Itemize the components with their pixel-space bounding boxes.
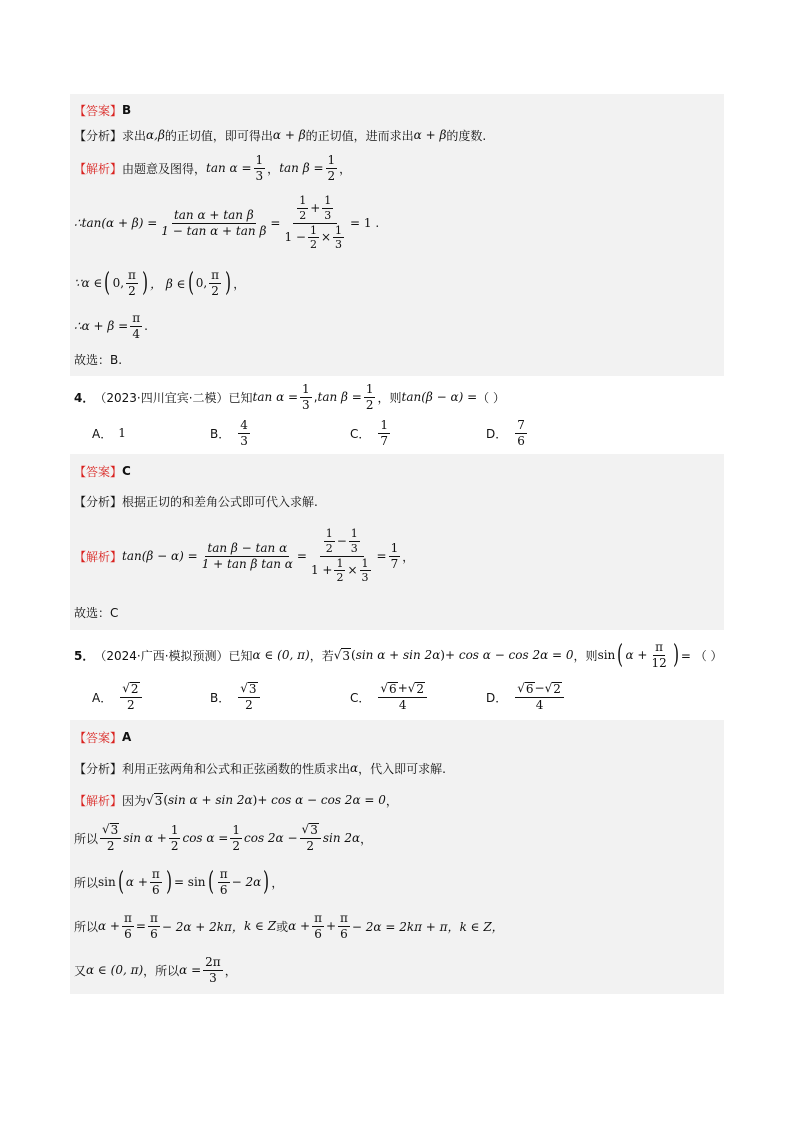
fraction: $\frac{\pi}{6}$ [219, 866, 228, 897]
math-expr: tan β = [317, 390, 362, 404]
punct: ， [224, 963, 237, 978]
math-expr: = [296, 549, 307, 563]
math-expr: sin α + [123, 831, 167, 845]
q4-question [70, 376, 724, 454]
punct: ， [233, 276, 246, 291]
q3-solution-row [70, 150, 724, 186]
analysis-text: 的正切值，即可得出 [164, 128, 273, 143]
math-expr: tan β = [279, 161, 324, 175]
math-expr: + cos α − cos 2α = 0 [257, 793, 386, 807]
analysis-label: 【分析】 [74, 494, 123, 509]
question-number: 5． [74, 648, 95, 663]
choose-text: 故选：C [74, 605, 119, 620]
math-expr: ∴tan(α + β) = [74, 216, 158, 230]
math-expr: k ∈ Z [243, 919, 277, 933]
math-expr: α ∈ (0, π) [252, 648, 310, 662]
fraction: $\frac{\pi}{2}$ [128, 267, 136, 298]
option-b[interactable]: B． $\frac{4}{3}$ [210, 417, 248, 448]
math-expr: = 1 . [350, 216, 380, 230]
math-expr: tan(β − α) = [122, 549, 198, 563]
q3-choose-row [70, 346, 724, 372]
analysis-text: 利用正弦两角和公式和正弦函数的性质求出 [122, 761, 351, 776]
q3-analysis-row [70, 120, 724, 150]
option-d[interactable]: D． √ 6 − √ 2 4 [486, 682, 566, 711]
math-expr: sin [98, 875, 116, 889]
analysis-label: 【分析】 [74, 128, 123, 143]
punct: ， [385, 793, 398, 808]
math-expr: ， β ∈ [150, 276, 186, 291]
solution-label: 【解析】 [74, 793, 123, 808]
math-expr: + cos α − cos 2α = 0 [444, 648, 574, 662]
math-expr: − 2α + 2kπ， [161, 919, 244, 934]
q3-solution-block [70, 94, 724, 376]
paren: ( [617, 640, 624, 670]
punct: ， [267, 161, 280, 176]
paren: ( [117, 867, 124, 897]
analysis-text: 根据正切的和差角公式即可代入求解. [122, 494, 318, 509]
math-expr: 0, [195, 276, 208, 290]
math-expr: sin α + sin 2α [168, 793, 253, 807]
sqrt: √ 3 [146, 792, 163, 808]
answer-label: 【答案】 [74, 464, 123, 479]
fraction: $\frac{1}{2}$ [232, 822, 240, 853]
q5-solution-row-3 [70, 860, 724, 904]
compound-fraction: $\frac{1}{2}$ + $\frac{1}{3}$ 1 − $\frac{1}{2}$ × $\frac{1}{3}$ [284, 194, 343, 252]
sqrt: √ 3 [333, 647, 350, 663]
math-expr: α + [98, 919, 120, 933]
q3-tan-sum-row [70, 186, 724, 260]
paren: ) [672, 640, 679, 670]
fraction: $\frac{\pi}{6}$ [149, 910, 158, 941]
math-expr: α + β [272, 128, 306, 142]
fraction: $\frac{1}{3}$ [255, 152, 264, 183]
q4-stem [70, 380, 724, 414]
paren: ( [104, 268, 111, 298]
question-source: （2024·广西·模拟预测） [94, 648, 229, 663]
analysis-text: 的度数. [446, 128, 487, 143]
q5-answer-row [70, 722, 724, 752]
math-expr: sin [597, 648, 616, 662]
document-page [70, 94, 724, 994]
punct: ， [402, 549, 415, 564]
question-text: 已知 [228, 390, 253, 405]
math-expr: ∵α ∈ [74, 276, 103, 290]
fraction: $\frac{2\pi}{3}$ [205, 954, 221, 985]
option-b[interactable]: B． √ 3 2 [210, 682, 350, 711]
math-expr: α,β [146, 128, 165, 142]
q4-analysis-row [70, 486, 724, 516]
math-expr: sin 2α [322, 831, 361, 845]
solution-text: 或 [276, 919, 289, 934]
question-text: ，则 [573, 648, 598, 663]
paren: ) [225, 268, 232, 298]
math-expr: cos 2α − [244, 831, 298, 845]
option-a[interactable]: A． 1 [92, 426, 126, 441]
fraction: $\frac{\text{tan α + tan β}}{\text{1 − tan α + tan β}}$ [161, 207, 267, 238]
fraction: $\frac{\pi}{4}$ [132, 310, 141, 341]
paren: ) [165, 867, 172, 897]
q4-solution-block [70, 454, 724, 630]
math-expr: ∴α + β = [74, 319, 129, 333]
q4-solution-row [70, 516, 724, 596]
math-expr: α + [125, 875, 148, 889]
fraction: $\frac{1}{7}$ [390, 540, 399, 571]
answer-value: B [122, 103, 132, 117]
q3-answer-row [70, 100, 724, 120]
solution-text: 所以 [74, 831, 99, 846]
fraction: $\frac{1}{2}$ [327, 152, 336, 183]
fraction: $\frac{1}{2}$ [170, 822, 179, 853]
fraction: $\frac{\pi}{6}$ [124, 910, 132, 941]
math-expr: k ∈ Z， [459, 919, 504, 934]
q5-solution-row-2 [70, 816, 724, 860]
option-d[interactable]: D． $\frac{7}{6}$ [486, 417, 525, 448]
answer-label: 【答案】 [74, 103, 123, 118]
paren: ( [207, 867, 214, 897]
solution-text: ，所以 [143, 963, 180, 978]
option-a[interactable]: A． √ 2 2 [92, 682, 210, 711]
analysis-label: 【分析】 [74, 761, 123, 776]
solution-label: 【解析】 [74, 161, 123, 176]
solution-label: 【解析】 [74, 549, 123, 564]
option-c[interactable]: C． √ 6 + √ 2 4 [350, 682, 486, 711]
math-expr: α = [179, 963, 202, 977]
math-expr: sin α + sin 2α [355, 648, 441, 662]
q4-choose-row [70, 596, 724, 628]
answer-label: 【答案】 [74, 730, 123, 745]
math-expr: − 2α = 2kπ + π， [351, 919, 460, 934]
math-expr: α + β [413, 128, 447, 142]
fraction: √ 3 2 [300, 823, 321, 852]
question-number: 4． [74, 390, 95, 405]
q4-options [70, 414, 724, 452]
paren: ( [187, 268, 194, 298]
q5-analysis-row [70, 752, 724, 784]
math-expr: = [376, 549, 387, 563]
solution-text: 由题意及图得， [122, 161, 207, 176]
answer-value: C [122, 464, 131, 478]
fraction: √ 3 2 [100, 823, 121, 852]
math-expr: α + [625, 648, 648, 662]
fraction: $\frac{\pi}{6}$ [340, 910, 348, 941]
fraction: $\frac{\pi}{6}$ [151, 866, 160, 897]
math-expr: − 2α [231, 875, 262, 889]
paren: ) [263, 867, 270, 897]
math-expr: α + [288, 919, 311, 933]
math-expr: = sin [173, 875, 206, 889]
punct: , [313, 390, 318, 404]
compound-fraction: $\frac{1}{2}$ − $\frac{1}{3}$ 1 + $\frac{1}{2}$ × $\frac{1}{3}$ [310, 527, 369, 585]
solution-text: 所以 [74, 875, 99, 890]
math-expr: tan α = [206, 161, 252, 175]
answer-value: A [122, 730, 132, 744]
fraction: $\frac{\pi}{12}$ [651, 639, 667, 670]
punct: ， [271, 875, 284, 890]
question-source: （2023·四川宜宾·二模） [94, 390, 229, 405]
q5-solution-row-5 [70, 948, 724, 992]
fraction: $\frac{\pi}{6}$ [314, 910, 322, 941]
analysis-text: 求出 [122, 128, 147, 143]
question-text: 已知 [228, 648, 253, 663]
solution-text: 所以 [74, 919, 99, 934]
q3-result-row [70, 306, 724, 346]
solution-text: 因为 [122, 793, 147, 808]
question-text: ，若 [309, 648, 334, 663]
q5-solution-row-4: 所以 α + $\frac{\pi}{6}$ = $\frac{\pi}{6}$ − 2α + 2kπ， k ∈ Z 或 α + $\frac{\pi}{6}$ + $\frac{\pi}{6}$ − 2α = 2kπ + π， k ∈ Z， [74, 910, 504, 941]
math-expr: α [350, 761, 359, 775]
math-expr: tan α = [252, 390, 299, 404]
q5-solution-row-1: 【解析】 因为 √ 3 ( sin α + sin 2α ) + cos α − cos 2α = 0 ， [74, 792, 398, 808]
punct: ， [339, 161, 352, 176]
fraction: $\frac{1}{2}$ [365, 381, 374, 412]
math-expr: tan(β − α) = [401, 390, 478, 404]
option-c[interactable]: C． $\frac{1}{7}$ [350, 417, 389, 448]
solution-text: 又 [74, 963, 87, 978]
q4-answer-row [70, 456, 724, 486]
punct: . [144, 319, 148, 333]
q3-range-row [70, 260, 724, 306]
paren: ) [141, 268, 149, 298]
question-text: ，则 [377, 390, 402, 405]
math-expr: = [270, 216, 281, 230]
math-expr: 0, [112, 276, 125, 290]
math-expr: α ∈ (0, π) [86, 963, 144, 977]
q5-solution-block [70, 720, 724, 994]
q5-options [70, 676, 724, 718]
analysis-text: 的正切值，进而求出 [305, 128, 414, 143]
punct: ， [360, 831, 373, 846]
answer-blank: （ ） [477, 390, 505, 405]
fraction: $\frac{1}{3}$ [302, 381, 310, 412]
choose-text: 故选：B. [74, 352, 123, 367]
answer-blank: = （ ） [680, 648, 723, 663]
fraction: $\frac{\text{tan β − tan α}}{\text{1 + tan β tan α}}$ [201, 540, 293, 571]
math-expr: cos α = [182, 831, 229, 845]
q5-question [70, 630, 724, 720]
fraction: $\frac{\pi}{2}$ [211, 267, 220, 298]
q5-stem: 5． （2024·广西·模拟预测） 已知 α ∈ (0, π) ，若 √ 3 ( sin α + sin 2α ) + cos α − cos 2α = 0 ，则 sin ( α + $\frac{\pi}{12}$ ) = （ ） [74, 639, 723, 670]
analysis-text: ，代入即可求解. [358, 761, 446, 776]
